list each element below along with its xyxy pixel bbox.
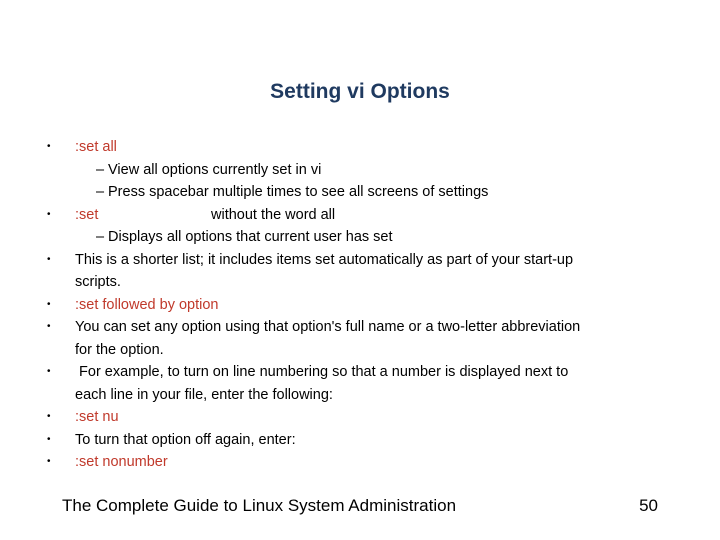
command-description: without the word all [211,206,336,223]
sub-list-item [0,181,720,204]
list-item-text: For example, to turn on line numbering so that a number is displayed next to [75,364,569,380]
list-item-continuation [0,339,720,362]
sub-list-item [0,226,720,249]
dash-icon: – [96,184,105,200]
list-item [0,249,720,272]
page-number: 50 [639,496,658,515]
list-item-continuation [0,271,720,294]
list-item [0,429,720,452]
list-item [0,451,720,474]
slide-title [0,80,720,104]
bullet-icon: • [47,321,51,332]
list-item-text: This is a shorter list; it includes items set automatically as part of your start-up [75,251,574,268]
list-item-text: :set followed by option [75,296,219,313]
list-item-text: You can set any option using that option's full name or a two-letter abbreviation [75,319,581,335]
list-item-text [75,204,335,227]
sub-list-item-text: Displays all options that current user has set [108,229,393,245]
list-item-continuation-text: each line in your file, enter the following: [75,386,333,403]
list-item-text: :set all [75,139,117,155]
sub-list-item [0,159,720,182]
list-item [0,406,720,429]
list-item [0,294,720,317]
list-item [0,316,720,339]
bullet-icon: • [47,433,51,445]
list-item-text: :set nu [75,409,119,425]
bullet-icon: • [47,141,51,152]
list-item-text: To turn that option off again, enter: [75,431,296,448]
command-text: :set [75,206,99,223]
list-item [0,136,720,159]
bullet-list [0,136,720,474]
dash-icon: – [96,161,105,178]
bullet-icon: • [47,366,51,377]
list-item-text: :set nonumber [75,454,168,470]
sub-list-item-text: Press spacebar multiple times to see all screens of settings [108,184,489,200]
bullet-icon: • [47,456,51,467]
list-item-continuation-text: scripts. [75,274,121,290]
bullet-icon: • [47,298,51,310]
list-item [0,204,720,227]
sub-list-item-text: View all options currently set in vi [108,161,322,178]
dash-icon: – [96,229,105,245]
bullet-icon: • [47,411,51,422]
list-item-continuation-text: for the option. [75,341,164,358]
footer-title: The Complete Guide to Linux System Administration [62,496,457,515]
slide-title-text: Setting vi Options [270,80,450,103]
bullet-icon: • [47,208,51,220]
list-item-continuation [0,384,720,407]
list-item [0,361,720,384]
bullet-icon: • [47,253,51,265]
